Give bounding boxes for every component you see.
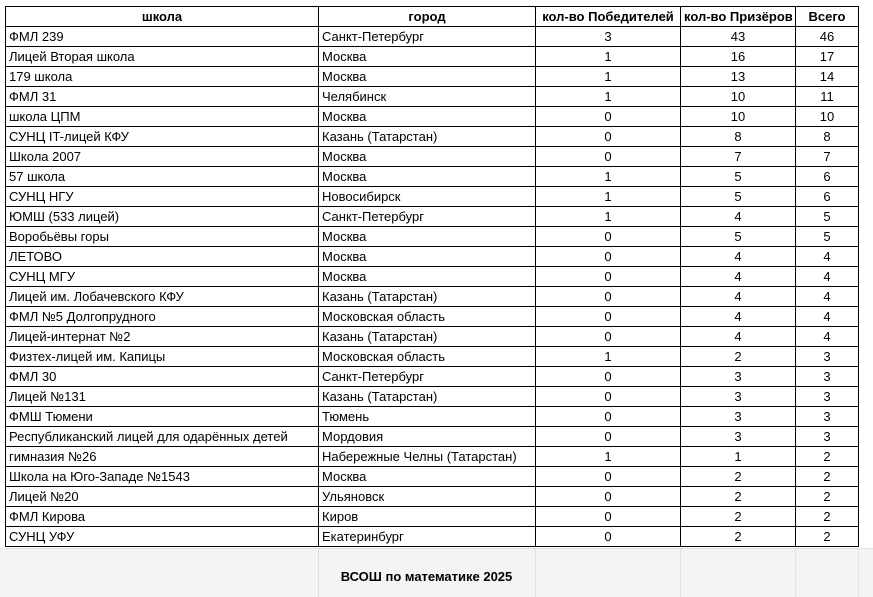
header-row <box>6 7 859 27</box>
cell-total[interactable]: 2 <box>796 527 859 547</box>
cell-city[interactable]: Москва <box>319 467 536 487</box>
cell-school[interactable]: СУНЦ IT-лицей КФУ <box>6 127 319 147</box>
cell-winners[interactable]: 0 <box>536 127 681 147</box>
cell-prizewinners[interactable]: 16 <box>681 47 796 67</box>
cell-total[interactable]: 6 <box>796 167 859 187</box>
cell-winners[interactable]: 0 <box>536 387 681 407</box>
cell-total[interactable]: 3 <box>796 347 859 367</box>
cell-prizewinners[interactable]: 4 <box>681 267 796 287</box>
table-row <box>6 247 859 267</box>
cell-city[interactable]: Москва <box>319 47 536 67</box>
cell-prizewinners[interactable]: 13 <box>681 67 796 87</box>
cell-prizewinners[interactable]: 1 <box>681 447 796 467</box>
cell-total[interactable]: 5 <box>796 207 859 227</box>
cell-total[interactable]: 4 <box>796 267 859 287</box>
cell-prizewinners[interactable]: 3 <box>681 387 796 407</box>
cell-winners[interactable]: 0 <box>536 527 681 547</box>
cell-total[interactable]: 3 <box>796 427 859 447</box>
cell-school[interactable]: ФМЛ 30 <box>6 367 319 387</box>
cell-school[interactable]: Лицей Вторая школа <box>6 47 319 67</box>
table-row <box>6 287 859 307</box>
cell-city[interactable]: Москва <box>319 147 536 167</box>
cell-city[interactable]: Мордовия <box>319 427 536 447</box>
cell-total[interactable]: 17 <box>796 47 859 67</box>
table-row <box>6 307 859 327</box>
cell-winners[interactable]: 0 <box>536 107 681 127</box>
cell-winners[interactable]: 0 <box>536 327 681 347</box>
cell-total[interactable]: 3 <box>796 407 859 427</box>
table-row <box>6 427 859 447</box>
cell-prizewinners[interactable]: 2 <box>681 507 796 527</box>
cell-winners[interactable]: 0 <box>536 147 681 167</box>
cell-winners[interactable]: 1 <box>536 167 681 187</box>
cell-winners[interactable]: 1 <box>536 67 681 87</box>
cell-prizewinners[interactable]: 2 <box>681 487 796 507</box>
cell-city[interactable]: Тюмень <box>319 407 536 427</box>
cell-city[interactable]: Москва <box>319 67 536 87</box>
cell-winners[interactable]: 0 <box>536 407 681 427</box>
cell-school[interactable]: Республиканский лицей для одарённых детей <box>6 427 319 447</box>
cell-prizewinners[interactable]: 5 <box>681 167 796 187</box>
table-body <box>6 27 859 547</box>
cell-city[interactable]: Санкт-Петербург <box>319 207 536 227</box>
cell-school[interactable]: ФМШ Тюмени <box>6 407 319 427</box>
cell-total[interactable]: 10 <box>796 107 859 127</box>
cell-winners[interactable]: 0 <box>536 467 681 487</box>
cell-total[interactable]: 46 <box>796 27 859 47</box>
cell-total[interactable]: 4 <box>796 327 859 347</box>
cell-prizewinners[interactable]: 7 <box>681 147 796 167</box>
table-row <box>6 527 859 547</box>
cell-total[interactable]: 4 <box>796 247 859 267</box>
table-row <box>6 207 859 227</box>
cell-school[interactable]: Лицей им. Лобачевского КФУ <box>6 287 319 307</box>
table-row <box>6 67 859 87</box>
table-row <box>6 47 859 67</box>
cell-prizewinners[interactable]: 3 <box>681 427 796 447</box>
cell-winners[interactable]: 0 <box>536 267 681 287</box>
cell-school[interactable]: школа ЦПМ <box>6 107 319 127</box>
cell-winners[interactable]: 0 <box>536 427 681 447</box>
cell-total[interactable]: 2 <box>796 467 859 487</box>
table-row <box>6 347 859 367</box>
cell-total[interactable]: 2 <box>796 447 859 467</box>
cell-total[interactable]: 6 <box>796 187 859 207</box>
cell-school[interactable]: Школа на Юго-Западе №1543 <box>6 467 319 487</box>
cell-city[interactable]: Московская область <box>319 307 536 327</box>
cell-prizewinners[interactable]: 2 <box>681 527 796 547</box>
cell-total[interactable]: 5 <box>796 227 859 247</box>
cell-prizewinners[interactable]: 3 <box>681 407 796 427</box>
header-cell-school[interactable]: школа <box>6 7 319 27</box>
table-row <box>6 147 859 167</box>
table-row <box>6 407 859 427</box>
cell-prizewinners[interactable]: 10 <box>681 107 796 127</box>
cell-school[interactable]: Лицей-интернат №2 <box>6 327 319 347</box>
table-row <box>6 167 859 187</box>
cell-total[interactable]: 2 <box>796 507 859 527</box>
cell-city[interactable]: Челябинск <box>319 87 536 107</box>
cell-prizewinners[interactable]: 2 <box>681 467 796 487</box>
cell-prizewinners[interactable]: 5 <box>681 227 796 247</box>
cell-school[interactable]: ФМЛ Кирова <box>6 507 319 527</box>
header-cell-prizewinners[interactable]: кол-во Призёров <box>681 7 796 27</box>
cell-winners[interactable]: 0 <box>536 247 681 267</box>
cell-school[interactable]: ФМЛ 239 <box>6 27 319 47</box>
cell-city[interactable]: Москва <box>319 247 536 267</box>
cell-city[interactable]: Киров <box>319 507 536 527</box>
cell-city[interactable]: Казань (Татарстан) <box>319 287 536 307</box>
cell-winners[interactable]: 0 <box>536 287 681 307</box>
table-row <box>6 507 859 527</box>
cell-winners[interactable]: 3 <box>536 27 681 47</box>
cell-prizewinners[interactable]: 4 <box>681 247 796 267</box>
cell-winners[interactable]: 1 <box>536 87 681 107</box>
cell-city[interactable]: Санкт-Петербург <box>319 27 536 47</box>
cell-school[interactable]: гимназия №26 <box>6 447 319 467</box>
table-row <box>6 227 859 247</box>
cell-city[interactable]: Московская область <box>319 347 536 367</box>
cell-school[interactable]: ЮМШ (533 лицей) <box>6 207 319 227</box>
table-row <box>6 327 859 347</box>
cell-city[interactable]: Санкт-Петербург <box>319 367 536 387</box>
cell-city[interactable]: Москва <box>319 167 536 187</box>
cell-school[interactable]: СУНЦ НГУ <box>6 187 319 207</box>
cell-city[interactable]: Екатеринбург <box>319 527 536 547</box>
cell-city[interactable]: Новосибирск <box>319 187 536 207</box>
cell-prizewinners[interactable]: 5 <box>681 187 796 207</box>
cell-school[interactable]: 57 школа <box>6 167 319 187</box>
cell-winners[interactable]: 1 <box>536 447 681 467</box>
cell-winners[interactable]: 1 <box>536 347 681 367</box>
cell-winners[interactable]: 1 <box>536 187 681 207</box>
table-row <box>6 447 859 467</box>
sheet-caption[interactable]: ВСОШ по математике 2025 <box>340 569 513 584</box>
table-row <box>6 87 859 107</box>
table-row <box>6 367 859 387</box>
cell-city[interactable]: Казань (Татарстан) <box>319 127 536 147</box>
results-table <box>5 6 859 547</box>
cell-winners[interactable]: 0 <box>536 507 681 527</box>
cell-school[interactable]: Лицей №20 <box>6 487 319 507</box>
cell-school[interactable]: ФМЛ 31 <box>6 87 319 107</box>
cell-school[interactable]: ЛЕТОВО <box>6 247 319 267</box>
cell-city[interactable]: Москва <box>319 107 536 127</box>
cell-total[interactable]: 7 <box>796 147 859 167</box>
cell-city[interactable]: Казань (Татарстан) <box>319 327 536 347</box>
cell-school[interactable]: СУНЦ УФУ <box>6 527 319 547</box>
cell-winners[interactable]: 0 <box>536 367 681 387</box>
header-cell-winners[interactable]: кол-во Победителей <box>536 7 681 27</box>
table-row <box>6 267 859 287</box>
table-row <box>6 187 859 207</box>
cell-prizewinners[interactable]: 43 <box>681 27 796 47</box>
cell-school[interactable]: 179 школа <box>6 67 319 87</box>
cell-school[interactable]: Школа 2007 <box>6 147 319 167</box>
cell-total[interactable]: 8 <box>796 127 859 147</box>
cell-total[interactable]: 3 <box>796 367 859 387</box>
cell-winners[interactable]: 0 <box>536 487 681 507</box>
table-row <box>6 107 859 127</box>
cell-prizewinners[interactable]: 4 <box>681 207 796 227</box>
cell-school[interactable]: СУНЦ МГУ <box>6 267 319 287</box>
cell-city[interactable]: Набережные Челны (Татарстан) <box>319 447 536 467</box>
cell-total[interactable]: 3 <box>796 387 859 407</box>
cell-total[interactable]: 2 <box>796 487 859 507</box>
cell-total[interactable]: 14 <box>796 67 859 87</box>
table-row <box>6 27 859 47</box>
cell-prizewinners[interactable]: 2 <box>681 347 796 367</box>
cell-prizewinners[interactable]: 4 <box>681 307 796 327</box>
cell-total[interactable]: 4 <box>796 287 859 307</box>
cell-prizewinners[interactable]: 4 <box>681 327 796 347</box>
cell-school[interactable]: ФМЛ №5 Долгопрудного <box>6 307 319 327</box>
cell-city[interactable]: Москва <box>319 227 536 247</box>
table-row <box>6 467 859 487</box>
cell-city[interactable]: Москва <box>319 267 536 287</box>
cell-winners[interactable]: 1 <box>536 207 681 227</box>
cell-school[interactable]: Лицей №131 <box>6 387 319 407</box>
cell-winners[interactable]: 1 <box>536 47 681 67</box>
cell-prizewinners[interactable]: 8 <box>681 127 796 147</box>
cell-total[interactable]: 4 <box>796 307 859 327</box>
cell-city[interactable]: Ульяновск <box>319 487 536 507</box>
header-cell-city[interactable]: город <box>319 7 536 27</box>
cell-winners[interactable]: 0 <box>536 307 681 327</box>
cell-prizewinners[interactable]: 3 <box>681 367 796 387</box>
cell-total[interactable]: 11 <box>796 87 859 107</box>
cell-prizewinners[interactable]: 4 <box>681 287 796 307</box>
table-row <box>6 487 859 507</box>
gridline <box>858 549 859 597</box>
table-row <box>6 387 859 407</box>
cell-school[interactable]: Физтех-лицей им. Капицы <box>6 347 319 367</box>
cell-prizewinners[interactable]: 10 <box>681 87 796 107</box>
header-cell-total[interactable]: Всего <box>796 7 859 27</box>
table-row <box>6 127 859 147</box>
cell-winners[interactable]: 0 <box>536 227 681 247</box>
cell-school[interactable]: Воробьёвы горы <box>6 227 319 247</box>
cell-city[interactable]: Казань (Татарстан) <box>319 387 536 407</box>
